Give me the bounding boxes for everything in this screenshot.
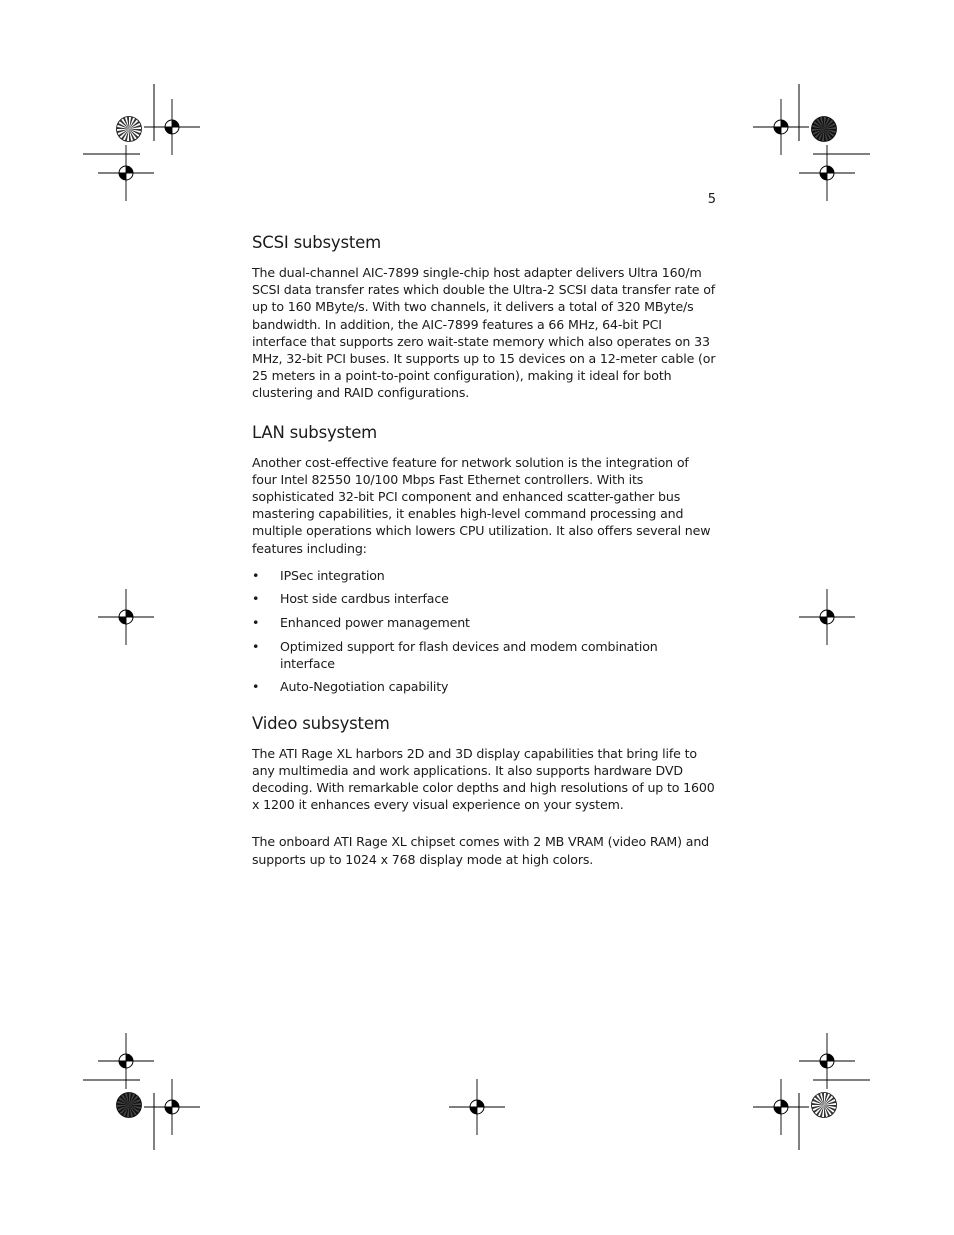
bullet-icon: • [252, 638, 260, 654]
bullet-icon: • [252, 615, 260, 631]
paragraph: The onboard ATI Rage XL chipset comes with 2 MB VRAM (video RAM) and supports up to 1024 x 768 display mode at high colors. [252, 834, 710, 867]
list-item-text: Optimized support for flash devices and modem combination interface [280, 638, 658, 671]
section-heading: Video subsystem [252, 713, 390, 733]
registration-mark-icon [98, 589, 154, 645]
list-item-text: Host side cardbus interface [280, 591, 449, 607]
list-item-text: IPSec integration [280, 567, 385, 583]
page-number: 5 [707, 192, 716, 207]
registration-mark-icon [449, 1079, 505, 1135]
paragraph: The dual-channel AIC-7899 single-chip host adapter delivers Ultra 160/m SCSI data transfer rates which double the Ultra-2 SCSI data transfer rate of up to 160 MByte/s. With two channels, it delivers a total of 320 MByte/s bandwidth. In addition, the AIC-7899 features a 66 MHz, 64-bit PCI interface that supports zero wait-state memory which also operates on 33 MHz, 32-bit PCI buses. It supports up to 15 devices on a 12-meter cable (or 25 meters in a point-to-point configuration), making it ideal for both clustering and RAID configurations. [252, 265, 716, 401]
registration-mark-icon [144, 1079, 200, 1135]
registration-mark-icon [799, 589, 855, 645]
starburst-icon [117, 1093, 142, 1118]
registration-mark-icon [799, 1033, 855, 1089]
registration-mark-icon [98, 145, 154, 201]
registration-mark-icon [753, 1079, 809, 1135]
list-item [252, 678, 716, 695]
list-item [252, 567, 716, 584]
document-body [252, 232, 716, 868]
video-section [252, 713, 716, 868]
paragraph: Another cost-effective feature for network solution is the integration of four Intel 82550 10/100 Mbps Fast Ethernet controllers. With its sophisticated 32-bit PCI component and enhanced scatter-gather bus mastering capabilities, it enables high-level command processing and multiple operations which lowers CPU utilization. It also offers several new features including: [252, 454, 711, 556]
section-heading: LAN subsystem [252, 422, 378, 442]
feature-list [252, 567, 716, 696]
starburst-icon [812, 1093, 837, 1118]
bullet-icon: • [252, 567, 260, 583]
registration-mark-icon [799, 145, 855, 201]
registration-mark-icon [144, 99, 200, 155]
registration-mark-icon [753, 99, 809, 155]
bullet-icon: • [252, 679, 260, 695]
list-item-text: Enhanced power management [280, 615, 470, 631]
paragraph: The ATI Rage XL harbors 2D and 3D display capabilities that bring life to any multimedia and work applications. It also supports hardware DVD decoding. With remarkable color depths and high resolutions of up to 1600 x 1200 it enhances every visual experience on your system. [252, 745, 715, 813]
list-item [252, 614, 716, 631]
lan-section [252, 422, 716, 696]
section-heading: SCSI subsystem [252, 233, 381, 252]
registration-mark-icon [98, 1033, 154, 1089]
list-item [252, 590, 716, 607]
starburst-icon [117, 117, 142, 142]
scsi-section [252, 232, 716, 402]
bullet-icon: • [252, 591, 260, 607]
list-item-text: Auto-Negotiation capability [280, 679, 449, 695]
starburst-icon [812, 117, 837, 142]
list-item [252, 638, 716, 672]
